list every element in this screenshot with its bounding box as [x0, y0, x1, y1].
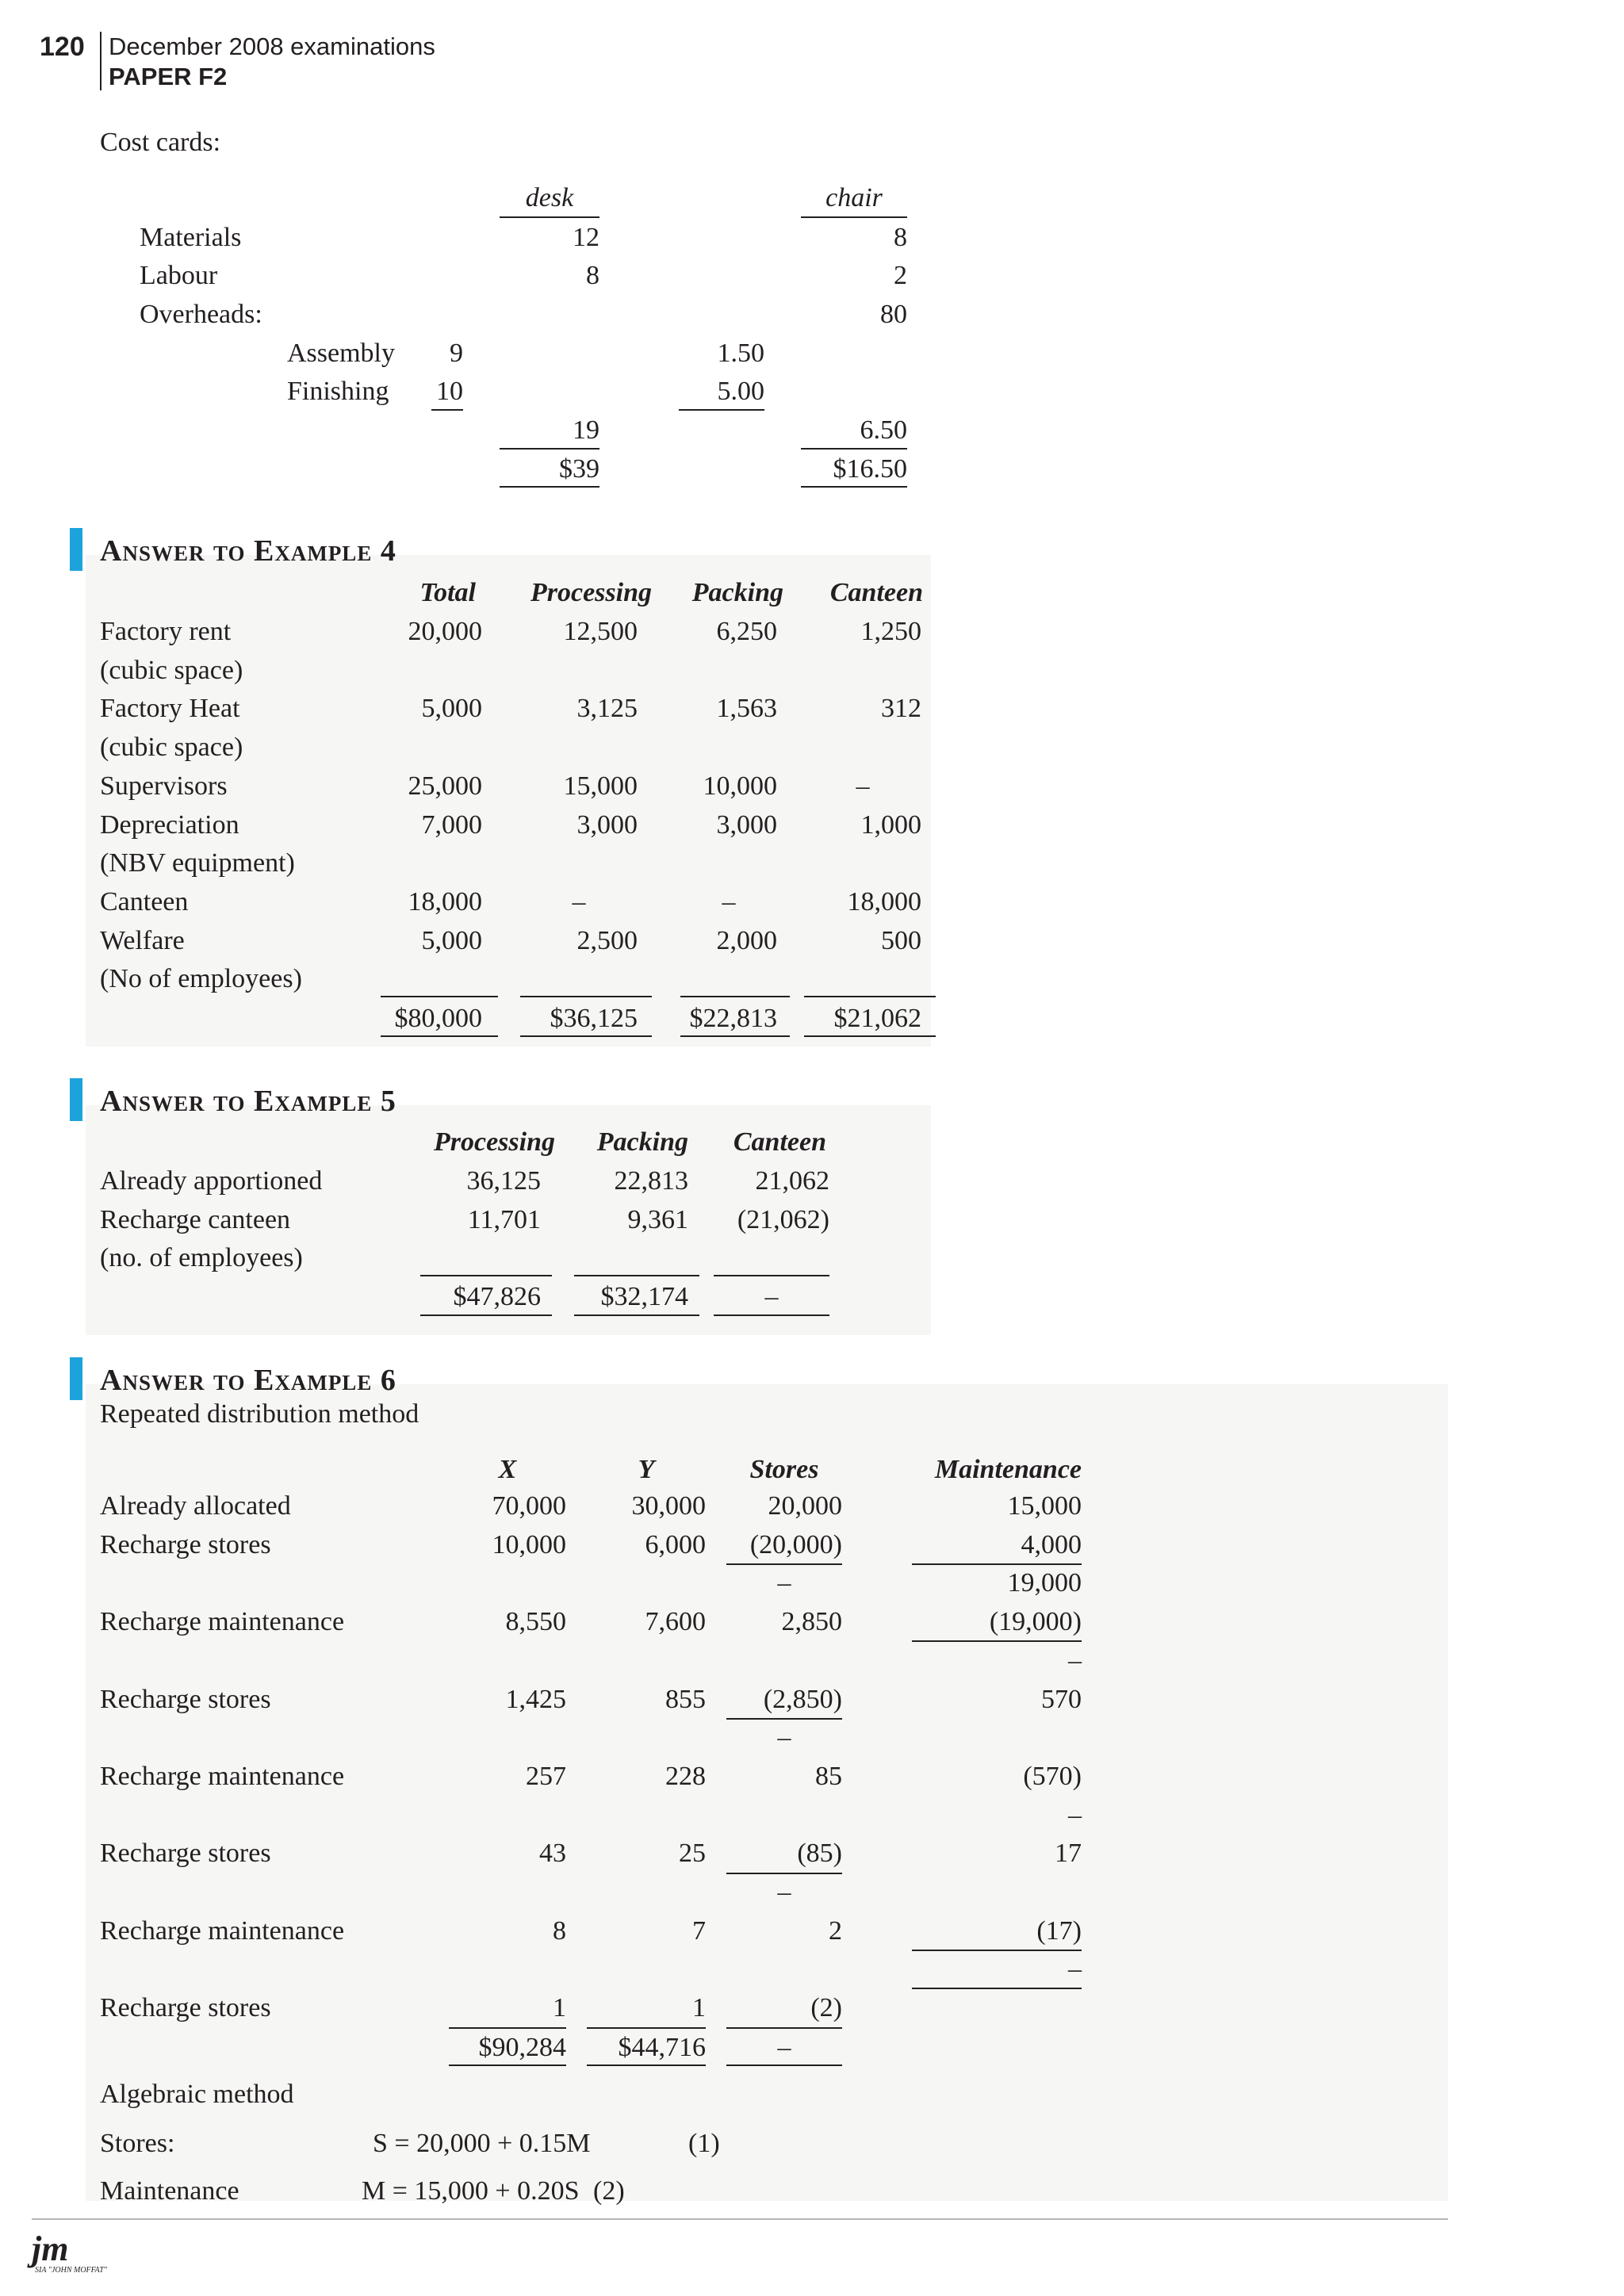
stores-label: Stores:	[100, 2129, 175, 2158]
rule	[714, 1314, 829, 1316]
rule	[574, 1314, 699, 1316]
ex4-cell: 5,000	[421, 694, 482, 724]
row-label-overheads: Overheads:	[140, 300, 262, 329]
ex5-total-1: $32,174	[600, 1282, 688, 1311]
ex4-cell: 2,500	[576, 925, 638, 955]
ex6-row-label: Recharge maintenance	[100, 1761, 345, 1791]
ex6-cell: 25	[679, 1839, 706, 1869]
rule	[420, 1314, 552, 1316]
rule	[801, 448, 907, 450]
rule	[912, 1988, 1082, 1989]
ex4-header-packing: Packing	[691, 578, 783, 607]
rule	[381, 996, 498, 997]
ex4-cell: 6,250	[716, 617, 777, 646]
ex6-cell: 257	[526, 1761, 566, 1791]
col-header-desk: desk	[525, 183, 574, 212]
cell-labour-chair: 2	[894, 261, 907, 290]
ex6-cell: –	[777, 1877, 791, 1907]
example6-marker	[70, 1357, 82, 1400]
ex6-cell: 7,600	[645, 1607, 706, 1637]
algebraic-title: Algebraic method	[100, 2080, 294, 2109]
ex4-header-canteen: Canteen	[829, 578, 923, 607]
ex5-cell: 9,361	[627, 1204, 688, 1234]
ex4-cell: 3,000	[576, 809, 638, 840]
example5-marker	[70, 1078, 82, 1121]
ex5-row-label: Already apportioned	[100, 1166, 323, 1196]
ex5-header-processing: Processing	[434, 1127, 555, 1157]
ex4-cell: 18,000	[408, 886, 482, 916]
ex6-cell: 228	[665, 1761, 706, 1791]
ex6-cell: (570)	[1023, 1761, 1082, 1791]
ex4-total-3: $21,062	[833, 1004, 921, 1033]
rule	[574, 1275, 699, 1276]
ex5-row-label: (no. of employees)	[100, 1243, 303, 1272]
cell-assembly-desk: 9	[450, 339, 463, 368]
example6-subtitle: Repeated distribution method	[100, 1399, 419, 1429]
cell-materials-desk: 12	[573, 223, 599, 252]
ex4-cell: 312	[881, 694, 921, 724]
ex6-cell: 570	[1041, 1684, 1082, 1714]
ex5-total-0: $47,826	[453, 1282, 541, 1311]
rule	[431, 409, 463, 411]
publisher-logo-text: SIA "JOHN MOFFAT"	[35, 2266, 107, 2275]
rule	[804, 1035, 936, 1037]
cell-finishing-chair: 5.00	[717, 377, 764, 406]
ex4-cell: 3,000	[716, 809, 777, 840]
rule	[912, 1640, 1082, 1642]
ex6-cell: 1	[692, 1993, 706, 2023]
ex6-cell: 8,550	[505, 1607, 566, 1637]
rule	[449, 2064, 566, 2066]
rule	[714, 1275, 829, 1276]
rule	[520, 1035, 652, 1037]
ex4-cell: 7,000	[421, 809, 482, 840]
ex6-cell: (17)	[1036, 1915, 1082, 1946]
ex6-cell: 6,000	[645, 1529, 706, 1559]
ex4-row-label: Depreciation	[100, 809, 239, 840]
example6-title: Answer to Example 6	[100, 1364, 396, 1397]
exam-title: December 2008 examinations	[109, 33, 435, 60]
rule	[520, 996, 652, 997]
cell-overheads-chair: 80	[880, 300, 907, 329]
ex6-cell: –	[777, 1723, 791, 1753]
rule	[726, 1563, 842, 1565]
ex4-cell: 2,000	[716, 925, 777, 955]
rule	[912, 1563, 1082, 1565]
ex6-cell: 4,000	[1021, 1529, 1082, 1559]
ex6-row-label: Recharge stores	[100, 1993, 271, 2023]
stores-equation-number: (1)	[688, 2129, 720, 2158]
rule	[801, 216, 907, 218]
ex4-header-processing: Processing	[530, 578, 652, 607]
ex6-cell: (2)	[810, 1993, 842, 2023]
ex6-header-maintenance: Maintenance	[934, 1455, 1082, 1484]
ex5-cell: 11,701	[467, 1204, 541, 1234]
row-label-labour: Labour	[140, 261, 218, 290]
maintenance-equation-number: (2)	[593, 2176, 625, 2206]
ex6-cell: 20,000	[768, 1491, 842, 1521]
ex4-row-label: Factory rent	[100, 617, 232, 646]
ex4-cell: 1,563	[716, 694, 777, 724]
ex6-row-label: Recharge stores	[100, 1839, 271, 1869]
ex4-cell: 18,000	[847, 886, 921, 916]
rule	[420, 1275, 552, 1276]
ex4-row-label: Welfare	[100, 925, 185, 955]
paper-title: PAPER F2	[109, 63, 228, 90]
ex4-total-0: $80,000	[394, 1004, 482, 1033]
ex4-cell: –	[722, 886, 736, 916]
ex4-cell: –	[856, 771, 870, 801]
ex6-row-label: Recharge stores	[100, 1684, 271, 1714]
ex4-row-label: Supervisors	[100, 771, 228, 801]
col-header-chair: chair	[825, 183, 883, 212]
ex6-cell: 1	[553, 1993, 566, 2023]
ex4-row-label: Factory Heat	[100, 694, 240, 724]
example4-marker	[70, 528, 82, 571]
ex4-total-2: $22,813	[689, 1004, 777, 1033]
ex4-cell: 500	[881, 925, 921, 955]
header-divider	[100, 32, 102, 90]
cell-finishing-desk: 10	[436, 377, 463, 406]
rule	[449, 2027, 566, 2029]
ex6-cell: (85)	[797, 1839, 842, 1869]
ex5-cell: 22,813	[614, 1166, 688, 1196]
ex6-header-stores: Stores	[749, 1455, 819, 1484]
example4-title: Answer to Example 4	[100, 534, 396, 568]
ex4-header-total: Total	[419, 578, 476, 607]
maintenance-equation: M = 15,000 + 0.20S	[362, 2176, 580, 2206]
maintenance-label: Maintenance	[100, 2176, 239, 2206]
rule	[726, 2064, 842, 2066]
ex4-cell: 15,000	[563, 771, 638, 801]
rule	[726, 2027, 842, 2029]
rule	[587, 2027, 706, 2029]
ex6-cell: (19,000)	[989, 1607, 1082, 1637]
rule	[804, 996, 936, 997]
page-number: 120	[40, 32, 85, 62]
ex6-row-label: Recharge maintenance	[100, 1607, 345, 1637]
ex6-cell: (20,000)	[749, 1529, 842, 1559]
ex6-cell: 43	[539, 1839, 566, 1869]
ex6-row-label: Recharge stores	[100, 1529, 271, 1559]
row-label-assembly: Assembly	[287, 339, 395, 368]
rule	[801, 486, 907, 488]
rule	[500, 486, 599, 488]
rule	[726, 1873, 842, 1874]
cell-assembly-chair: 1.50	[717, 339, 764, 368]
ex6-header-y: Y	[638, 1455, 655, 1484]
ex6-cell: –	[1068, 1954, 1082, 1984]
ex5-row-label: Recharge canteen	[100, 1204, 291, 1234]
rule	[680, 996, 790, 997]
ex6-cell: 30,000	[631, 1491, 706, 1521]
ex4-row-label: (cubic space)	[100, 733, 243, 763]
ex5-header-canteen: Canteen	[733, 1127, 826, 1157]
ex4-cell: 20,000	[408, 617, 482, 646]
ex6-cell: –	[1068, 1645, 1082, 1675]
rule	[679, 409, 764, 411]
ex6-cell: 10,000	[492, 1529, 566, 1559]
ex4-row-label: Canteen	[100, 886, 189, 916]
cell-labour-desk: 8	[586, 261, 599, 290]
ex4-cell: 1,000	[860, 809, 921, 840]
ex4-cell: 1,250	[860, 617, 921, 646]
row-label-finishing: Finishing	[287, 377, 389, 406]
footer-rule	[32, 2218, 1448, 2220]
ex4-cell: 3,125	[576, 694, 638, 724]
ex6-total-x: $90,284	[478, 2033, 566, 2062]
rule	[587, 2064, 706, 2066]
ex4-row-label: (NBV equipment)	[100, 848, 295, 878]
ex6-total-stores: –	[777, 2033, 791, 2062]
ex4-cell: 12,500	[563, 617, 638, 646]
ex6-cell: 8	[553, 1915, 566, 1946]
ex5-cell: (21,062)	[737, 1204, 829, 1234]
rule	[500, 216, 599, 218]
ex6-cell: 1,425	[505, 1684, 566, 1714]
ex5-header-packing: Packing	[596, 1127, 688, 1157]
ex6-row-label: Recharge maintenance	[100, 1915, 345, 1946]
ex6-cell: 855	[665, 1684, 706, 1714]
cell-total-desk: $39	[559, 454, 599, 484]
rule	[680, 1035, 790, 1037]
ex6-cell: 19,000	[1007, 1568, 1082, 1598]
stores-equation: S = 20,000 + 0.15M	[373, 2129, 591, 2158]
ex5-total-2: –	[764, 1282, 779, 1311]
row-label-materials: Materials	[140, 223, 242, 252]
cell-overhead-total-desk: 19	[573, 415, 599, 445]
rule	[912, 1950, 1082, 1951]
cost-cards-intro: Cost cards:	[100, 128, 221, 157]
ex4-row-label: (cubic space)	[100, 655, 243, 685]
ex4-cell: 25,000	[408, 771, 482, 801]
example5-title: Answer to Example 5	[100, 1085, 396, 1118]
ex5-cell: 36,125	[466, 1166, 541, 1196]
cell-overhead-total-chair: 6.50	[860, 415, 907, 445]
ex6-cell: 7	[692, 1915, 706, 1946]
ex4-total-1: $36,125	[550, 1004, 638, 1033]
cell-total-chair: $16.50	[833, 454, 907, 484]
ex6-cell: 2	[829, 1915, 842, 1946]
rule	[726, 1718, 842, 1720]
ex6-cell: 15,000	[1007, 1491, 1082, 1521]
ex6-cell: 85	[815, 1761, 842, 1791]
ex6-cell: (2,850)	[763, 1684, 842, 1714]
cell-materials-chair: 8	[894, 223, 907, 252]
ex6-cell: –	[777, 1568, 791, 1598]
publisher-logo: jm	[32, 2229, 69, 2268]
ex6-total-y: $44,716	[618, 2033, 706, 2062]
ex4-cell: 10,000	[703, 771, 777, 801]
ex6-cell: 17	[1055, 1839, 1082, 1869]
rule	[500, 448, 599, 450]
ex6-header-x: X	[498, 1455, 517, 1484]
ex4-cell: –	[572, 886, 586, 916]
ex6-row-label: Already allocated	[100, 1491, 291, 1521]
rule	[381, 1035, 498, 1037]
ex4-row-label: (No of employees)	[100, 964, 302, 994]
ex6-cell: 2,850	[781, 1607, 842, 1637]
ex4-cell: 5,000	[421, 925, 482, 955]
ex5-cell: 21,062	[755, 1166, 829, 1196]
ex6-cell: –	[1068, 1800, 1082, 1830]
ex6-cell: 70,000	[492, 1491, 566, 1521]
